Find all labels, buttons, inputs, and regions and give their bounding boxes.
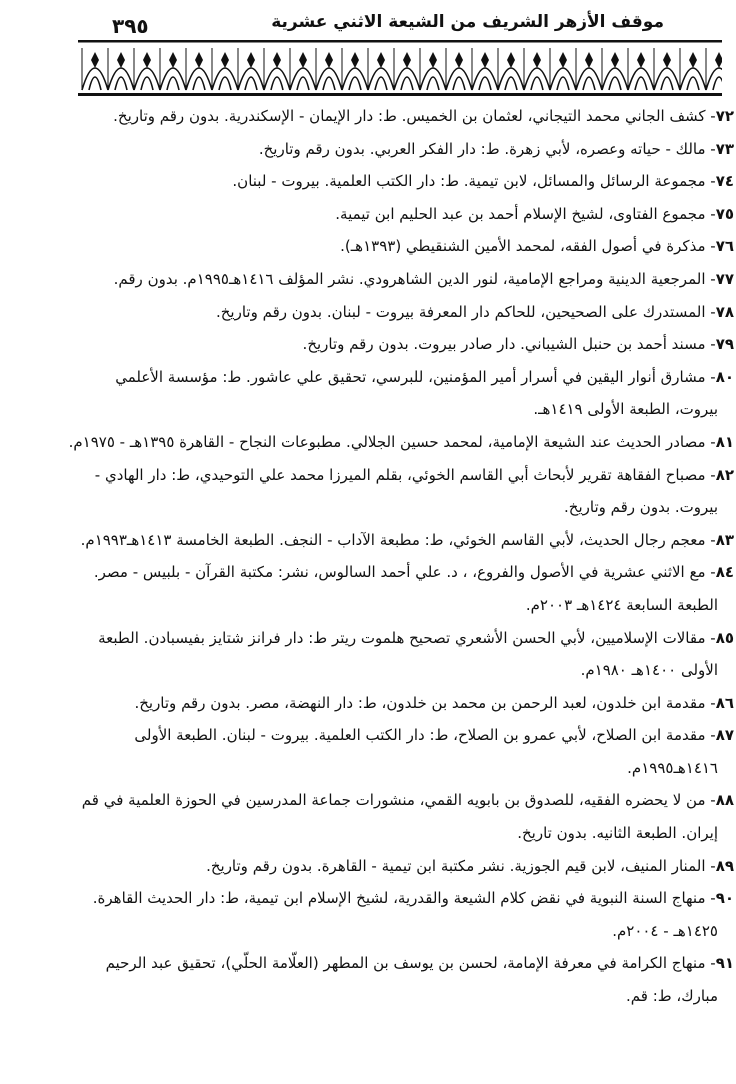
entry-dash: - — [705, 889, 716, 908]
entry-dash: - — [705, 432, 716, 451]
entry-dash: - — [705, 530, 716, 549]
bibliography-entry — [76, 133, 734, 166]
entry-text: منهاج الكرامة في معرفة الإمامة، لحسن بن يوسف بن المطهر (العلّامة الحلّي)، تحقيق عبد الرحيم مبارك، ط: قم. — [105, 954, 718, 1006]
entry-number: ٧٣ — [715, 139, 734, 158]
entry-dash: - — [705, 628, 716, 647]
bibliography-entry — [76, 165, 734, 198]
bibliography-entry — [76, 263, 734, 296]
entry-dash: - — [705, 107, 716, 125]
bibliography-entry — [76, 556, 734, 621]
entry-text: مسند أحمد بن حنبل الشيباني. دار صادر بيروت. بدون رقم وتاريخ. — [302, 335, 706, 354]
entry-text: منهاج السنة النبوية في نقض كلام الشيعة والقدرية، لشيخ الإسلام ابن تيمية، ط: دار الحديث القاهرة. ١٤٢٥هـ - ٢٠٠٤م. — [92, 889, 718, 940]
bibliography-entry — [68, 426, 734, 459]
entry-number: ٨٧ — [715, 726, 734, 745]
entry-number: ٨٣ — [715, 530, 734, 549]
entry-text: كشف الجاني محمد التيجاني، لعثمان بن الخميس. ط: دار الإيمان - الإسكندرية. بدون رقم وتاريخ. — [113, 107, 706, 125]
bibliography-entry — [76, 850, 734, 883]
entry-number: ٨٠ — [715, 367, 734, 386]
entry-text: مشارق أنوار اليقين في أسرار أمير المؤمنين، للبرسي، تحقيق علي عاشور. ط: مؤسسة الأعلمي بيروت، الطبعة الأولى ١٤١٩هـ. — [115, 367, 718, 419]
entry-text: مقالات الإسلاميين، لأبي الحسن الأشعري تصحيح هلموت ريتر ط: دار فرانز شتايز بفيسبادن. الطبعة الأولى ١٤٠٠هـ ١٩٨٠م. — [98, 628, 718, 680]
entry-text: معجم رجال الحديث، لأبي القاسم الخوئي، ط: مطبعة الآداب - النجف. الطبعة الخامسة ١٤١٣هـ١٩٩٣م. — [80, 530, 706, 549]
entry-text: المنار المنيف، لابن قيم الجوزية. نشر مكتبة ابن تيمية - القاهرة. بدون رقم وتاريخ. — [206, 856, 706, 875]
entry-number: ٧٧ — [715, 269, 734, 288]
entry-number: ٨٨ — [715, 791, 734, 810]
entry-number: ٨٩ — [715, 856, 734, 875]
entry-text: مقدمة ابن الصلاح، لأبي عمرو بن الصلاح، ط: دار الكتب العلمية. بيروت - لبنان. الطبعة الأولى ١٤١٦هـ١٩٩٥م. — [134, 726, 718, 777]
entry-dash: - — [705, 791, 716, 810]
bibliography-list — [68, 100, 734, 1013]
bibliography-entry — [76, 198, 734, 231]
entry-dash: - — [705, 367, 716, 386]
entry-dash: - — [705, 856, 716, 875]
bibliography-entry — [76, 719, 734, 784]
entry-text: مع الاثني عشرية في الأصول والفروع، ، د. علي أحمد السالوس، نشر: مكتبة القرآن - بلبيس - مصر. الطبعة السابعة ١٤٢٤هـ ٢٠٠٣م. — [93, 563, 718, 614]
entry-dash: - — [705, 269, 716, 288]
entry-number: ٧٦ — [715, 237, 734, 256]
bibliography-entry — [76, 947, 734, 1012]
entry-number: ٨٤ — [715, 563, 734, 582]
entry-text: مصادر الحديث عند الشيعة الإمامية، لمحمد حسين الجلالي. مطبوعات النجاح - القاهرة ١٣٩٥هـ - ١٩٧٥م. — [68, 432, 706, 451]
entry-number: ٩١ — [715, 954, 734, 973]
entry-dash: - — [705, 335, 716, 354]
entry-text: مصباح الفقاهة تقرير لأبحاث أبي القاسم الخوئي، بقلم الميرزا محمد علي التوحيدي، ط: دار الهادي - بيروت. بدون رقم وتاريخ. — [94, 465, 718, 517]
bibliography-entry — [76, 882, 734, 947]
entry-dash: - — [705, 726, 716, 745]
header-ornament-icon — [78, 40, 722, 96]
bibliography-entry — [76, 687, 734, 720]
bibliography-entry — [76, 230, 734, 263]
page-header — [0, 0, 736, 96]
entry-dash: - — [705, 172, 716, 191]
entry-text: مجموع الفتاوى، لشيخ الإسلام أحمد بن عبد الحليم ابن تيمية. — [335, 204, 706, 223]
bibliography-entry — [76, 459, 734, 524]
running-title: موقف الأزهر الشريف من الشيعة الاثني عشرية — [271, 12, 664, 32]
entry-number: ٧٥ — [715, 204, 734, 223]
entry-number: ٨٦ — [715, 693, 734, 712]
entry-dash: - — [705, 237, 716, 256]
entry-number: ٧٨ — [715, 302, 734, 321]
entry-text: من لا يحضره الفقيه، للصدوق بن بابويه القمي، منشورات جماعة المدرسين في الحوزة العلمية في قم إيران. الطبعة الثانيه. بدون تاريخ. — [81, 791, 718, 843]
entry-dash: - — [705, 693, 716, 712]
entry-dash: - — [705, 204, 716, 223]
page-number: ٣٩٥ — [112, 14, 149, 38]
bibliography-entry — [76, 328, 734, 361]
entry-number: ٧٢ — [715, 107, 734, 125]
entry-text: المستدرك على الصحيحين، للحاكم دار المعرفة بيروت - لبنان. بدون رقم وتاريخ. — [215, 302, 706, 321]
bibliography-entry — [76, 622, 734, 687]
entry-text: مقدمة ابن خلدون، لعبد الرحمن بن محمد بن خلدون، ط: دار النهضة، مصر. بدون رقم وتاريخ. — [134, 693, 706, 712]
bibliography-entry — [76, 100, 734, 133]
entry-dash: - — [705, 302, 716, 321]
entry-number: ٧٩ — [715, 335, 734, 354]
entry-text: مذكرة في أصول الفقه، لمحمد الأمين الشنقيطي (١٣٩٣هـ). — [340, 237, 706, 256]
entry-number: ٨٢ — [715, 465, 734, 484]
entry-text: المرجعية الدينية ومراجع الإمامية، لنور الدين الشاهرودي. نشر المؤلف ١٤١٦هـ١٩٩٥م. بدون رقم. — [113, 269, 706, 288]
entry-number: ٨١ — [715, 432, 734, 451]
entry-dash: - — [705, 563, 716, 582]
entry-dash: - — [705, 139, 716, 158]
bibliography-entry — [76, 361, 734, 426]
entry-number: ٨٥ — [715, 628, 734, 647]
bibliography-entry — [76, 296, 734, 329]
entry-dash: - — [705, 465, 716, 484]
bibliography-entry — [76, 784, 734, 849]
entry-text: مالك - حياته وعصره، لأبي زهرة. ط: دار الفكر العربي. بدون رقم وتاريخ. — [258, 139, 706, 158]
bibliography-entry — [76, 524, 734, 557]
entry-dash: - — [705, 954, 716, 973]
entry-number: ٩٠ — [715, 889, 734, 908]
entry-number: ٧٤ — [715, 172, 734, 191]
entry-text: مجموعة الرسائل والمسائل، لابن تيمية. ط: دار الكتب العلمية. بيروت - لبنان. — [232, 172, 706, 191]
